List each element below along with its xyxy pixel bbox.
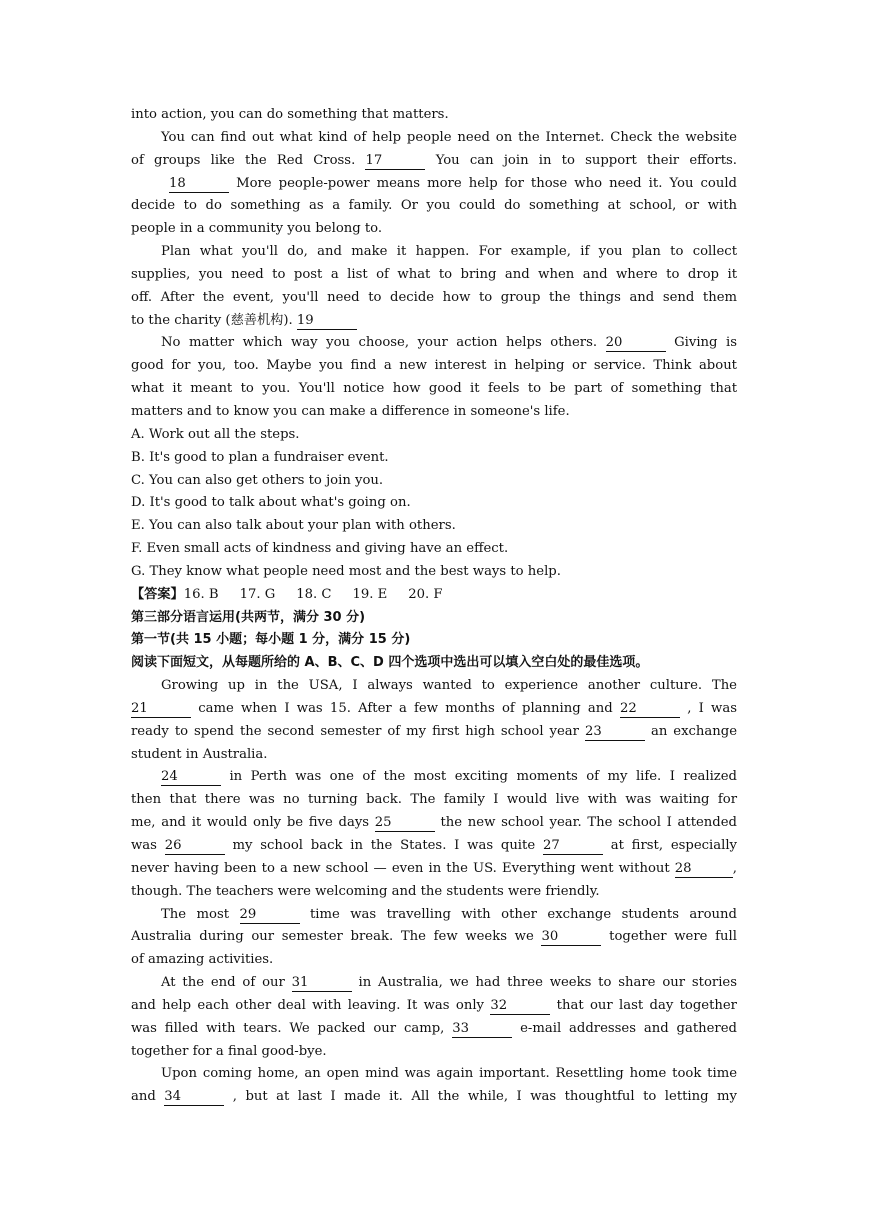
text-line: into action, you can do something that matters. <box>131 107 449 122</box>
text-line: decide to do something as a family. Or you could do something at school, or with <box>131 198 737 214</box>
blank-32[interactable]: 32 <box>490 998 550 1015</box>
text-line: supplies, you need to post a list of what to bring and when and where to drop it <box>131 266 737 282</box>
text-line: was 26 my school back in the States. I was quite 27 at first, especially <box>131 838 737 853</box>
option-a: A. Work out all the steps. <box>131 426 300 442</box>
text-line: though. The teachers were welcoming and the students were friendly. <box>131 883 600 899</box>
text-line: was filled with tears. We packed our camp, 33 e-mail addresses and gathered <box>131 1020 737 1036</box>
text-line: You can find out what kind of help people need on the Internet. Check the website <box>161 129 737 145</box>
text-line: 21 came when I was 15. After a few months of planning and 22 , I was <box>131 700 737 716</box>
answer-tag: 【答案】 <box>131 586 184 602</box>
option-d: D. It's good to talk about what's going on. <box>131 495 411 511</box>
blank-23[interactable]: 23 <box>585 724 645 741</box>
subsection-heading: 第一节(共 15 小题；每小题 1 分，满分 15 分) <box>131 632 411 648</box>
text-line: off. After the event, you'll need to decide how to group the things and send them <box>131 289 737 305</box>
blank-24[interactable]: 24 <box>161 769 221 786</box>
text-line: The most 29 time was travelling with other exchange students around <box>161 906 737 922</box>
text-line: Growing up in the USA, I always wanted to experience another culture. The <box>161 678 737 694</box>
blank-33[interactable]: 33 <box>452 1021 512 1038</box>
text-line: of amazing activities. <box>131 952 274 968</box>
text-line: No matter which way you choose, your action helps others. 20 Giving is <box>161 335 737 351</box>
blank-18[interactable]: 18 <box>169 176 229 193</box>
answer-text: 16. B 17. G 18. C 19. E 20. F <box>183 586 443 602</box>
blank-29[interactable]: 29 <box>240 907 300 924</box>
blank-26[interactable]: 26 <box>165 838 225 855</box>
text-line: Upon coming home, an open mind was again important. Resettling home took time <box>161 1066 737 1082</box>
text-line: 18 More people-power means more help for those who need it. You could <box>169 175 737 191</box>
text-line: and help each other deal with leaving. It was only 32 that our last day together <box>131 997 737 1013</box>
option-g: G. They know what people need most and the best ways to help. <box>131 563 561 579</box>
blank-27[interactable]: 27 <box>543 838 603 855</box>
document-page <box>131 104 737 1109</box>
text-line: 24 in Perth was one of the most exciting moments of my life. I realized <box>161 769 737 785</box>
text-line: to the charity (慈善机构). 19 <box>131 310 737 333</box>
blank-22[interactable]: 22 <box>620 701 680 718</box>
text-line: together for a final good-bye. <box>131 1043 327 1059</box>
option-b: B. It's good to plan a fundraiser event. <box>131 449 389 465</box>
text-line: At the end of our 31 in Australia, we had three weeks to share our stories <box>161 975 737 991</box>
text-line: what it meant to you. You'll notice how good it feels to be part of something that <box>131 381 737 397</box>
text-line: matters and to know you can make a difference in someone's life. <box>131 403 570 419</box>
text-line: me, and it would only be five days 25 the new school year. The school I attended <box>131 815 737 831</box>
blank-31[interactable]: 31 <box>292 975 352 992</box>
blank-25[interactable]: 25 <box>375 815 435 832</box>
text-line: Australia during our semester break. The few weeks we 30 together were full <box>131 929 737 945</box>
text-line: student in Australia. <box>131 746 268 762</box>
text-line: never having been to a new school — even in the US. Everything went without 28 , <box>131 860 737 876</box>
option-e: E. You can also talk about your plan with others. <box>131 518 456 534</box>
answer-key <box>131 584 737 607</box>
blank-19[interactable]: 19 <box>297 313 357 330</box>
text-line: Plan what you'll do, and make it happen. For example, if you plan to collect <box>161 244 737 260</box>
blank-20[interactable]: 20 <box>606 335 666 352</box>
blank-34[interactable]: 34 <box>164 1089 224 1106</box>
text-line: then that there was no turning back. The family I would live with was waiting for <box>131 792 737 808</box>
text-line: ready to spend the second semester of my first high school year 23 an exchange <box>131 723 738 739</box>
option-f: F. Even small acts of kindness and giving have an effect. <box>131 541 509 557</box>
blank-30[interactable]: 30 <box>541 929 601 946</box>
text-line: good for you, too. Maybe you find a new interest in helping or service. Think about <box>131 358 737 374</box>
instructions: 阅读下面短文，从每题所给的 A、B、C、D 四个选项中选出可以填入空白处的最佳选项。 <box>131 655 649 671</box>
text-line: and 34 , but at last I made it. All the while, I was thoughtful to letting my <box>131 1089 738 1105</box>
text-line: of groups like the Red Cross. 17 You can join in to support their efforts. <box>131 152 737 168</box>
blank-21[interactable]: 21 <box>131 701 191 718</box>
section-heading: 第三部分语言运用(共两节，满分 30 分) <box>131 609 366 625</box>
text-line: people in a community you belong to. <box>131 221 383 237</box>
option-c: C. You can also get others to join you. <box>131 472 384 488</box>
blank-28[interactable]: 28 <box>675 861 733 878</box>
blank-17[interactable]: 17 <box>365 153 425 170</box>
